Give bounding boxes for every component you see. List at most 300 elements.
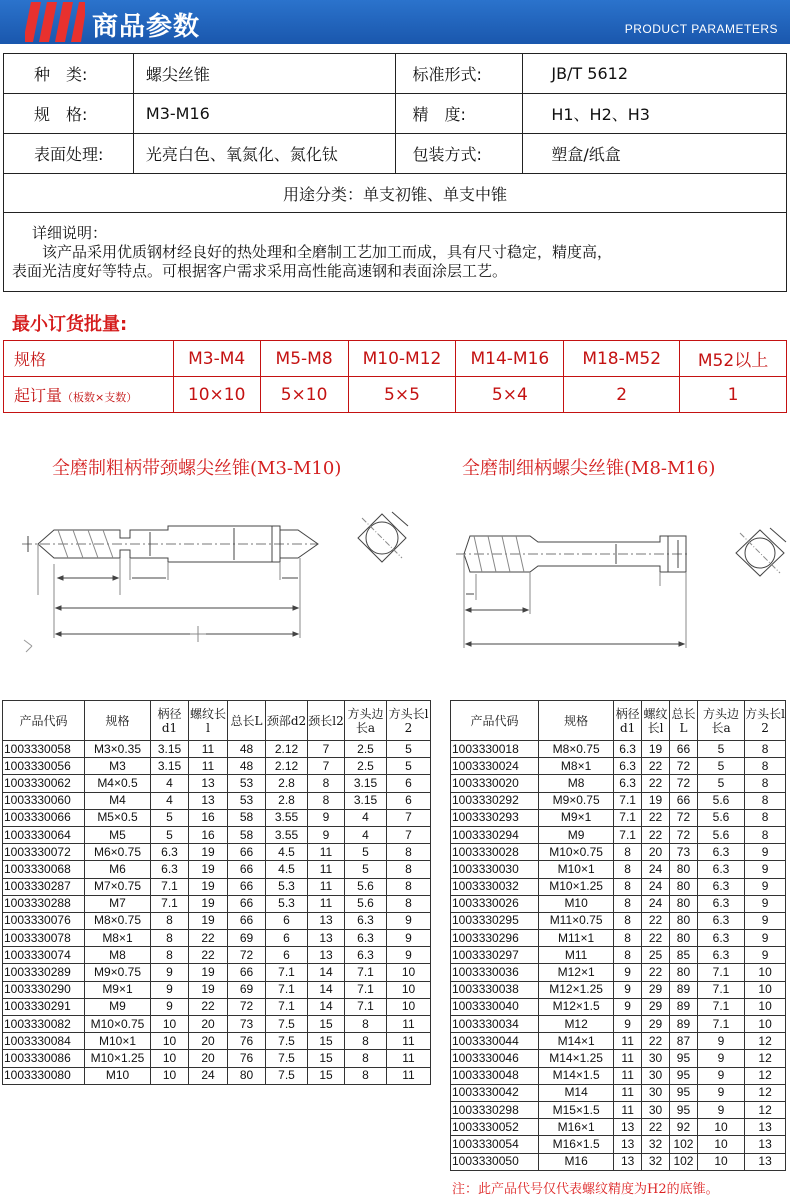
table-cell: 9 bbox=[745, 895, 786, 912]
param-key: 标准形式: bbox=[396, 54, 523, 94]
table-cell: 72 bbox=[670, 826, 698, 843]
table-row bbox=[3, 1033, 431, 1050]
table-cell: M9×0.75 bbox=[539, 792, 614, 809]
table-cell: 19 bbox=[189, 981, 228, 998]
table-row bbox=[451, 792, 786, 809]
table-row bbox=[451, 1101, 786, 1118]
table-cell: M12×1.5 bbox=[539, 998, 614, 1015]
table-row bbox=[451, 947, 786, 964]
table-cell: 6 bbox=[387, 775, 431, 792]
table-cell: 6.3 bbox=[151, 861, 189, 878]
table-cell: 53 bbox=[228, 792, 266, 809]
table-row bbox=[3, 912, 431, 929]
table-cell: 9 bbox=[745, 844, 786, 861]
table-cell: M11×1 bbox=[539, 930, 614, 947]
table-cell: 66 bbox=[228, 878, 266, 895]
spec-header-row bbox=[451, 701, 786, 741]
table-cell: 66 bbox=[228, 912, 266, 929]
table-cell: 5.6 bbox=[697, 809, 744, 826]
table-cell: 9 bbox=[745, 912, 786, 929]
table-cell: 89 bbox=[670, 998, 698, 1015]
product-code-cell: 1003330034 bbox=[451, 1016, 539, 1033]
table-cell: M16×1 bbox=[539, 1119, 614, 1136]
col-header: 颈长l2 bbox=[308, 701, 345, 741]
table-cell: 6.3 bbox=[697, 878, 744, 895]
usage-text: 用途分类：单支初锥、单支中锥 bbox=[4, 174, 787, 213]
product-code-cell: 1003330068 bbox=[3, 861, 85, 878]
table-cell: 10 bbox=[745, 998, 786, 1015]
table-cell: 10 bbox=[697, 1136, 744, 1153]
table-cell: 6 bbox=[266, 930, 308, 947]
table-cell: M4 bbox=[85, 792, 151, 809]
table-cell: 13 bbox=[745, 1136, 786, 1153]
table-cell: 25 bbox=[642, 947, 670, 964]
table-cell: 72 bbox=[670, 809, 698, 826]
table-cell: 89 bbox=[670, 1016, 698, 1033]
table-cell: 4 bbox=[345, 826, 387, 843]
spec-table-right bbox=[450, 700, 786, 1171]
table-cell: 2.5 bbox=[345, 758, 387, 775]
table-cell: 13 bbox=[308, 930, 345, 947]
table-cell: 19 bbox=[189, 964, 228, 981]
table-cell: 19 bbox=[642, 792, 670, 809]
table-cell: 5 bbox=[387, 741, 431, 758]
table-cell: 53 bbox=[228, 775, 266, 792]
table-cell: 95 bbox=[670, 1101, 698, 1118]
product-code-cell: 1003330293 bbox=[451, 809, 539, 826]
table-cell: 7.1 bbox=[266, 964, 308, 981]
table-cell: M10×1 bbox=[85, 1033, 151, 1050]
table-cell: 20 bbox=[189, 1033, 228, 1050]
table-cell: 8 bbox=[614, 947, 642, 964]
table-cell: 7.1 bbox=[614, 809, 642, 826]
table-cell: 13 bbox=[745, 1153, 786, 1170]
table-cell: 89 bbox=[670, 981, 698, 998]
product-code-cell: 1003330032 bbox=[451, 878, 539, 895]
table-row bbox=[3, 741, 431, 758]
table-cell: 7.1 bbox=[697, 964, 744, 981]
table-cell: 9 bbox=[697, 1050, 744, 1067]
left-tap-drawing bbox=[18, 500, 338, 660]
table-row bbox=[451, 912, 786, 929]
table-cell: 9 bbox=[745, 861, 786, 878]
moq-spec: M5-M8 bbox=[260, 341, 348, 377]
col-header: 规格 bbox=[85, 701, 151, 741]
table-cell: 5.6 bbox=[697, 826, 744, 843]
table-cell: 13 bbox=[745, 1119, 786, 1136]
table-cell: M8×0.75 bbox=[539, 741, 614, 758]
table-cell: 6 bbox=[266, 912, 308, 929]
table-cell: 7.5 bbox=[266, 1016, 308, 1033]
table-cell: 3.15 bbox=[345, 775, 387, 792]
table-cell: 20 bbox=[189, 1050, 228, 1067]
table-cell: 19 bbox=[189, 912, 228, 929]
right-square-head-drawing bbox=[732, 524, 790, 582]
table-cell: 32 bbox=[642, 1136, 670, 1153]
table-row bbox=[3, 758, 431, 775]
moq-qty: 5×10 bbox=[260, 377, 348, 413]
product-code-cell: 1003330020 bbox=[451, 775, 539, 792]
param-value: 螺尖丝锥 bbox=[133, 54, 396, 94]
table-cell: 5.6 bbox=[345, 878, 387, 895]
table-cell: 2.12 bbox=[266, 758, 308, 775]
table-row bbox=[3, 844, 431, 861]
table-cell: M9×1 bbox=[539, 809, 614, 826]
table-cell: 10 bbox=[151, 1016, 189, 1033]
table-cell: 9 bbox=[387, 947, 431, 964]
table-cell: M3 bbox=[85, 758, 151, 775]
moq-title: 最小订货批量: bbox=[12, 314, 128, 335]
table-cell: 9 bbox=[151, 964, 189, 981]
table-cell: 11 bbox=[189, 741, 228, 758]
table-cell: 8 bbox=[614, 895, 642, 912]
table-cell: 2.8 bbox=[266, 792, 308, 809]
table-cell: M12×1 bbox=[539, 964, 614, 981]
moq-table bbox=[3, 340, 787, 413]
table-cell: 24 bbox=[642, 895, 670, 912]
table-cell: 9 bbox=[745, 878, 786, 895]
table-row bbox=[451, 964, 786, 981]
table-cell: 80 bbox=[670, 964, 698, 981]
product-code-cell: 1003330054 bbox=[451, 1136, 539, 1153]
table-cell: 6.3 bbox=[614, 775, 642, 792]
table-cell: 9 bbox=[151, 998, 189, 1015]
product-code-cell: 1003330066 bbox=[3, 809, 85, 826]
table-row bbox=[3, 1050, 431, 1067]
table-cell: 9 bbox=[308, 809, 345, 826]
table-cell: 8 bbox=[308, 775, 345, 792]
product-code-cell: 1003330289 bbox=[3, 964, 85, 981]
table-cell: 7.1 bbox=[697, 981, 744, 998]
table-cell: 102 bbox=[670, 1136, 698, 1153]
table-cell: 7.1 bbox=[266, 981, 308, 998]
table-cell: 2.8 bbox=[266, 775, 308, 792]
table-cell: 8 bbox=[151, 912, 189, 929]
moq-spec: M10-M12 bbox=[348, 341, 456, 377]
table-row bbox=[451, 844, 786, 861]
moq-spec-label: 规格 bbox=[4, 341, 174, 377]
table-cell: 8 bbox=[387, 895, 431, 912]
table-cell: 8 bbox=[745, 792, 786, 809]
table-cell: 24 bbox=[189, 1067, 228, 1084]
moq-qty-note: （板数×支数） bbox=[62, 391, 138, 404]
table-cell: 6.3 bbox=[697, 947, 744, 964]
table-row bbox=[451, 1136, 786, 1153]
table-row bbox=[451, 809, 786, 826]
table-cell: 5 bbox=[151, 809, 189, 826]
table-cell: 6.3 bbox=[345, 947, 387, 964]
table-cell: 9 bbox=[387, 930, 431, 947]
param-value: 光亮白色、氧氮化、氮化钛 bbox=[133, 134, 396, 174]
table-cell: 30 bbox=[642, 1084, 670, 1101]
table-cell: 7 bbox=[308, 758, 345, 775]
table-cell: 22 bbox=[642, 809, 670, 826]
table-cell: 6.3 bbox=[697, 861, 744, 878]
param-key: 种 类: bbox=[4, 54, 134, 94]
table-cell: 85 bbox=[670, 947, 698, 964]
table-cell: 14 bbox=[308, 964, 345, 981]
moq-qty: 1 bbox=[680, 377, 787, 413]
table-cell: 6.3 bbox=[697, 912, 744, 929]
table-cell: M8×1 bbox=[85, 930, 151, 947]
product-code-cell: 1003330052 bbox=[451, 1119, 539, 1136]
drawing-right-title: 全磨制细柄螺尖丝锥(M8-M16) bbox=[462, 458, 716, 479]
table-cell: 76 bbox=[228, 1050, 266, 1067]
table-cell: 6.3 bbox=[614, 741, 642, 758]
table-cell: 10 bbox=[387, 981, 431, 998]
table-cell: M9 bbox=[539, 826, 614, 843]
table-cell: 8 bbox=[345, 1033, 387, 1050]
table-cell: 4 bbox=[151, 775, 189, 792]
table-row bbox=[3, 878, 431, 895]
table-cell: 13 bbox=[189, 792, 228, 809]
table-cell: 5 bbox=[345, 861, 387, 878]
moq-qty-label bbox=[4, 377, 174, 413]
table-cell: 11 bbox=[387, 1033, 431, 1050]
moq-spec: M52以上 bbox=[680, 341, 787, 377]
product-code-cell: 1003330046 bbox=[451, 1050, 539, 1067]
table-cell: M3×0.35 bbox=[85, 741, 151, 758]
table-cell: M10 bbox=[85, 1067, 151, 1084]
table-row bbox=[3, 930, 431, 947]
table-cell: M6×0.75 bbox=[85, 844, 151, 861]
product-code-cell: 1003330297 bbox=[451, 947, 539, 964]
product-code-cell: 1003330028 bbox=[451, 844, 539, 861]
col-header: 方头长l 2 bbox=[387, 701, 431, 741]
table-cell: 30 bbox=[642, 1067, 670, 1084]
moq-spec: M14-M16 bbox=[456, 341, 564, 377]
table-cell: 5.6 bbox=[697, 792, 744, 809]
table-cell: 30 bbox=[642, 1050, 670, 1067]
param-value: JB/T 5612 bbox=[523, 54, 787, 94]
table-cell: 92 bbox=[670, 1119, 698, 1136]
table-cell: 11 bbox=[189, 758, 228, 775]
table-cell: 5 bbox=[697, 775, 744, 792]
drawing-left-title: 全磨制粗柄带颈螺尖丝锥(M3-M10) bbox=[52, 458, 342, 479]
product-code-cell: 1003330287 bbox=[3, 878, 85, 895]
moq-qty-text: 起订量 bbox=[14, 386, 63, 405]
table-cell: 8 bbox=[151, 947, 189, 964]
table-cell: 13 bbox=[308, 947, 345, 964]
table-row bbox=[3, 861, 431, 878]
table-row bbox=[451, 1153, 786, 1170]
table-cell: 11 bbox=[614, 1033, 642, 1050]
table-cell: 5.3 bbox=[266, 878, 308, 895]
table-row bbox=[3, 1016, 431, 1033]
table-cell: 69 bbox=[228, 981, 266, 998]
table-cell: 7.1 bbox=[697, 1016, 744, 1033]
product-code-cell: 1003330036 bbox=[451, 964, 539, 981]
table-cell: 13 bbox=[614, 1136, 642, 1153]
table-row bbox=[451, 930, 786, 947]
table-cell: 19 bbox=[189, 895, 228, 912]
table-cell: 8 bbox=[614, 844, 642, 861]
table-cell: 10 bbox=[387, 964, 431, 981]
product-code-cell: 1003330072 bbox=[3, 844, 85, 861]
table-row bbox=[451, 981, 786, 998]
col-header: 产品代码 bbox=[451, 701, 539, 741]
table-cell: M9×1 bbox=[85, 981, 151, 998]
table-cell: 3.15 bbox=[345, 792, 387, 809]
moq-qty: 2 bbox=[564, 377, 680, 413]
table-cell: 95 bbox=[670, 1050, 698, 1067]
table-cell: 22 bbox=[189, 998, 228, 1015]
table-cell: 9 bbox=[614, 981, 642, 998]
table-cell: 8 bbox=[614, 861, 642, 878]
table-cell: 72 bbox=[670, 758, 698, 775]
table-cell: 12 bbox=[745, 1101, 786, 1118]
col-header: 总长L bbox=[228, 701, 266, 741]
table-row bbox=[3, 1067, 431, 1084]
param-key: 表面处理: bbox=[4, 134, 134, 174]
table-cell: 11 bbox=[614, 1101, 642, 1118]
table-cell: 11 bbox=[308, 861, 345, 878]
table-cell: 10 bbox=[151, 1033, 189, 1050]
table-cell: 8 bbox=[614, 912, 642, 929]
moq-qty-row bbox=[4, 377, 787, 413]
table-cell: 19 bbox=[642, 741, 670, 758]
product-code-cell: 1003330292 bbox=[451, 792, 539, 809]
table-cell: 12 bbox=[745, 1084, 786, 1101]
table-cell: 6 bbox=[266, 947, 308, 964]
right-tap-drawing bbox=[450, 518, 710, 658]
table-cell: 29 bbox=[642, 998, 670, 1015]
product-code-cell: 1003330026 bbox=[451, 895, 539, 912]
table-cell: 11 bbox=[387, 1067, 431, 1084]
table-cell: 66 bbox=[228, 861, 266, 878]
table-cell: M12 bbox=[539, 1016, 614, 1033]
table-cell: 8 bbox=[151, 930, 189, 947]
table-cell: 6 bbox=[387, 792, 431, 809]
table-cell: 11 bbox=[387, 1050, 431, 1067]
logo-stripes-icon bbox=[25, 2, 85, 42]
table-cell: M10×1.25 bbox=[539, 878, 614, 895]
moq-spec: M18-M52 bbox=[564, 341, 680, 377]
table-cell: M9×0.75 bbox=[85, 964, 151, 981]
table-cell: 7.5 bbox=[266, 1033, 308, 1050]
moq-qty: 5×5 bbox=[348, 377, 456, 413]
product-code-cell: 1003330074 bbox=[3, 947, 85, 964]
table-row bbox=[3, 981, 431, 998]
table-cell: 11 bbox=[614, 1050, 642, 1067]
table-cell: 11 bbox=[308, 878, 345, 895]
table-cell: 8 bbox=[614, 930, 642, 947]
table-cell: M16 bbox=[539, 1153, 614, 1170]
table-row bbox=[451, 1050, 786, 1067]
table-cell: 16 bbox=[189, 809, 228, 826]
table-row bbox=[3, 895, 431, 912]
table-cell: 3.55 bbox=[266, 826, 308, 843]
table-cell: 24 bbox=[642, 861, 670, 878]
table-cell: 2.5 bbox=[345, 741, 387, 758]
table-cell: 15 bbox=[308, 1050, 345, 1067]
table-cell: 95 bbox=[670, 1067, 698, 1084]
table-cell: 66 bbox=[670, 792, 698, 809]
table-cell: 5 bbox=[151, 826, 189, 843]
product-code-cell: 1003330038 bbox=[451, 981, 539, 998]
product-code-cell: 1003330291 bbox=[3, 998, 85, 1015]
table-cell: 11 bbox=[614, 1084, 642, 1101]
table-row bbox=[451, 741, 786, 758]
product-code-cell: 1003330062 bbox=[3, 775, 85, 792]
table-cell: 13 bbox=[189, 775, 228, 792]
table-cell: 6.3 bbox=[697, 895, 744, 912]
spec-header-row bbox=[3, 701, 431, 741]
col-header: 螺纹长l bbox=[189, 701, 228, 741]
table-cell: 3.15 bbox=[151, 758, 189, 775]
table-cell: 22 bbox=[642, 912, 670, 929]
table-cell: 4 bbox=[345, 809, 387, 826]
table-cell: 12 bbox=[745, 1050, 786, 1067]
table-cell: 22 bbox=[189, 947, 228, 964]
table-cell: 7.1 bbox=[614, 792, 642, 809]
table-cell: M16×1.5 bbox=[539, 1136, 614, 1153]
table-cell: 9 bbox=[308, 826, 345, 843]
table-cell: M8 bbox=[539, 775, 614, 792]
product-code-cell: 1003330295 bbox=[451, 912, 539, 929]
table-cell: 7 bbox=[387, 826, 431, 843]
left-square-head-drawing bbox=[352, 508, 412, 568]
table-cell: 7.5 bbox=[266, 1067, 308, 1084]
table-cell: 9 bbox=[745, 930, 786, 947]
product-code-cell: 1003330024 bbox=[451, 758, 539, 775]
table-cell: M10×1.25 bbox=[85, 1050, 151, 1067]
param-value: M3-M16 bbox=[133, 94, 396, 134]
param-value: 塑盒/纸盒 bbox=[523, 134, 787, 174]
table-cell: 66 bbox=[670, 741, 698, 758]
detail-title: 详细说明： bbox=[32, 224, 108, 242]
section-header bbox=[0, 0, 790, 44]
table-cell: 9 bbox=[697, 1084, 744, 1101]
table-cell: M14 bbox=[539, 1084, 614, 1101]
table-cell: M14×1.5 bbox=[539, 1067, 614, 1084]
table-cell: M7 bbox=[85, 895, 151, 912]
table-cell: 80 bbox=[670, 912, 698, 929]
table-cell: 22 bbox=[642, 1033, 670, 1050]
table-cell: 2.12 bbox=[266, 741, 308, 758]
table-cell: 8 bbox=[745, 809, 786, 826]
table-cell: M6 bbox=[85, 861, 151, 878]
table-cell: 4 bbox=[151, 792, 189, 809]
table-cell: M12×1.25 bbox=[539, 981, 614, 998]
table-cell: 72 bbox=[228, 947, 266, 964]
product-code-cell: 1003330288 bbox=[3, 895, 85, 912]
params-row bbox=[4, 174, 787, 213]
table-cell: 6.3 bbox=[614, 758, 642, 775]
table-row bbox=[3, 998, 431, 1015]
table-cell: 4.5 bbox=[266, 844, 308, 861]
product-code-cell: 1003330030 bbox=[451, 861, 539, 878]
table-cell: 87 bbox=[670, 1033, 698, 1050]
table-cell: 3.15 bbox=[151, 741, 189, 758]
table-cell: 10 bbox=[745, 981, 786, 998]
table-cell: 7.1 bbox=[697, 998, 744, 1015]
table-cell: 8 bbox=[745, 826, 786, 843]
table-cell: 9 bbox=[697, 1101, 744, 1118]
table-cell: M10×1 bbox=[539, 861, 614, 878]
product-code-cell: 1003330050 bbox=[451, 1153, 539, 1170]
table-cell: 29 bbox=[642, 981, 670, 998]
moq-qty: 10×10 bbox=[173, 377, 260, 413]
table-cell: 7.1 bbox=[151, 878, 189, 895]
table-cell: 22 bbox=[642, 775, 670, 792]
table-cell: 11 bbox=[614, 1067, 642, 1084]
product-code-cell: 1003330042 bbox=[451, 1084, 539, 1101]
params-row bbox=[4, 54, 787, 94]
table-cell: 58 bbox=[228, 826, 266, 843]
table-cell: 22 bbox=[642, 758, 670, 775]
table-cell: 29 bbox=[642, 1016, 670, 1033]
